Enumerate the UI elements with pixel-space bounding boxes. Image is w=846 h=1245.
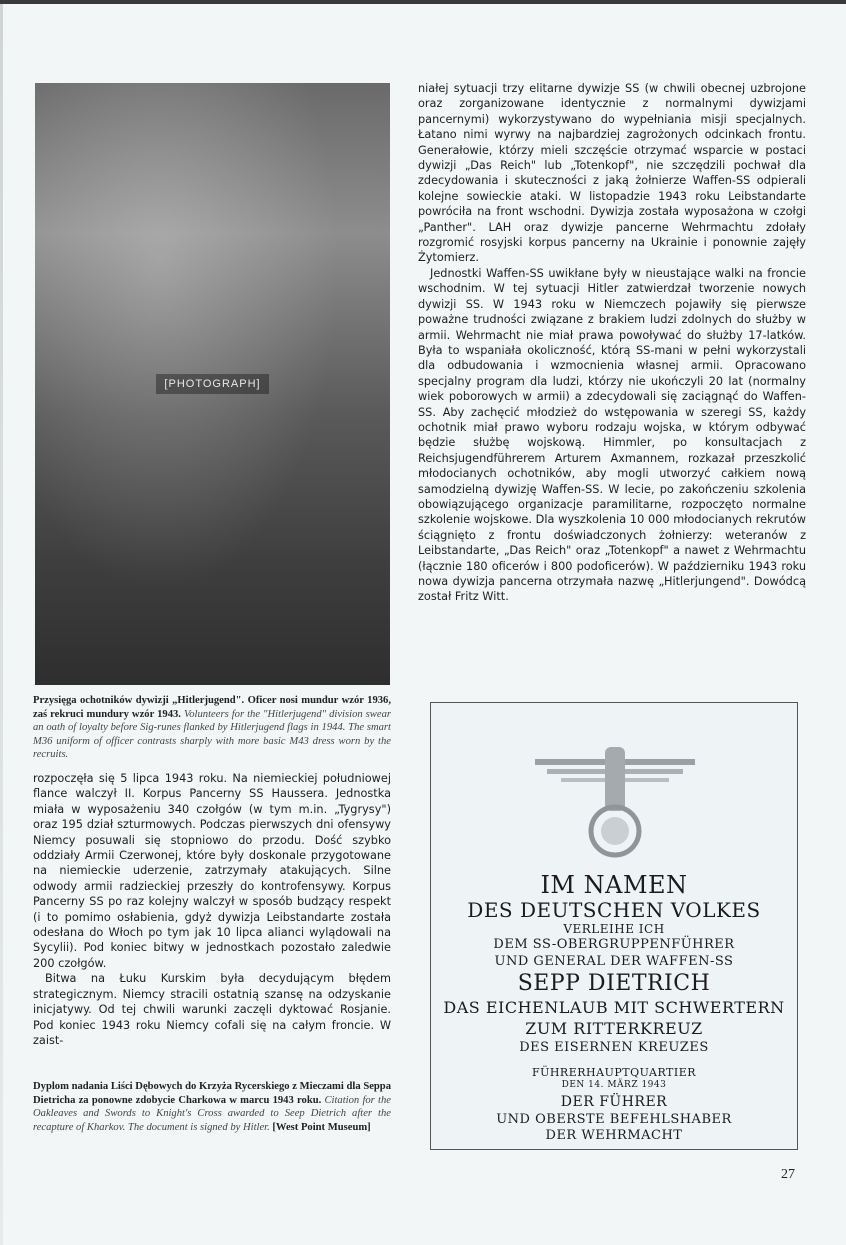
emblem-placeholder-icon bbox=[531, 739, 699, 859]
left-text-column bbox=[33, 771, 391, 1048]
diploma-line: ZUM RITTERKREUZ bbox=[525, 1019, 703, 1038]
diploma-caption bbox=[33, 1080, 391, 1134]
page-top-edge bbox=[0, 0, 846, 4]
diploma-line: FÜHRERHAUPTQUARTIER bbox=[531, 1066, 697, 1079]
diploma-line: DER WEHRMACHT bbox=[545, 1128, 683, 1143]
diploma-recipient: SEPP DIETRICH bbox=[517, 971, 711, 996]
diploma-date: DEN 14. MÄRZ 1943 bbox=[561, 1080, 667, 1090]
photo-caption-english: Volunteers for the "Hitlerjugend" division swear an oath of loyalty before Sig-runes flanked by Hitlerjugend flags in 1944. The smart M36 uniform of officer contrasts sharply with more basic M43 dress worn by the recruits. bbox=[33, 708, 391, 760]
photo-placeholder-label: [PHOTOGRAPH] bbox=[156, 374, 268, 394]
diploma-caption-english: Citation for the Oakleaves and Swords to Knight's Cross awarded to Seep Dietrich after the recapture of Kharkov. The document is signed by Hitler. bbox=[33, 1094, 391, 1133]
diploma-line: DES DEUTSCHEN VOLKES bbox=[467, 898, 761, 922]
paragraph: Jednostki Waffen-SS uwikłane były w nieustające walki na froncie wschodnim. W tej sytuacji Hitler zatwierdzał tworzenie nowych dywizji SS. W 1943 roku w Niemczech pojawiły się pierwsze poważne trudności związane z brakiem ludzi zdolnych do służby w armii. Wehrmacht nie miał prawa powoływać do służby 17-latków. Była to wspaniała okoliczność, którą SS-mani w pełni wykorzystali dla odbudowania i wzmocnienia własnej armii. Opracowano specjalny program dla ludzi, którzy nie ukończyli 20 lat (normalny wiek poborowych w armii) a zdecydowali się zaciągnąć do Waffen-SS. Aby zachęcić młodzież do wstępowania w szeregi SS, każdy ochotnik miał prawo wyboru rodzaju wojska, w którym odbywać będzie służbę wojskową. Himmler, po konsultacjach z Reichsjugendführerem Arturem Axmannem, rozkazał przeszkolić młodocianych ochotników, aby mogli utworzyć całkiem nową samodzielną dywizję Waffen-SS. W lecie, po zakończeniu szkolenia obowiązującego organizacje paramilitarne, rozpoczęto normalne szkolenie wojskowe. Dla wyszkolenia 10 000 młodocianych rekrutów ściągnięto z frontu doświadczonych żołnierzy: weteranów z Leibstandarte, „Das Reich" oraz „Totenkopf" a nawet z Wehrmachtu (łącznie 180 oficerów i 800 podoficerów). W październiku 1943 roku nowa dywizja pancerna otrzymała nazwę „Hitlerjungend". Dowódcą został Fritz Witt. bbox=[418, 266, 806, 604]
diploma-caption-polish: Dyplom nadania Liści Dębowych do Krzyża Rycerskiego z Mieczami dla Seppa Dietricha za ponowne zdobycie Charkowa w marcu 1943 roku. bbox=[33, 1081, 391, 1106]
paragraph: rozpoczęła się 5 lipca 1943 roku. Na niemieckiej południowej flance walczył II. Korpus Pancerny SS Haussera. Jednostka miała w wyposażeniu 340 czołgów (w tym m.in. „Tygrysy") oraz 195 dział szturmowych. Podczas pierwszych dni ofensywy Niemcy posuwali się stopniowo do przodu. Dość szybko oddziały Armii Czerwonej, które były doskonale przygotowane na niemieckie uderzenie, zatrzymały atakujących. Silne odwody armii radzieckiej przeszły do kontrofensywy. Korpus Pancerny SS po raz kolejny walczył w sposób budzący respekt (i to pomimo osłabienia, gdyż dywizja Leibstandarte została odesłana do Włoch po tym jak 10 lipca alianci wylądowali na Sycylii). Pod koniec bitwy w jednostkach pozostało zaledwie 200 czołgów. bbox=[33, 772, 391, 970]
page-binding-edge bbox=[0, 4, 3, 1245]
diploma-line: DEM SS-OBERGRUPPENFÜHRER bbox=[493, 937, 735, 952]
paragraph: niałej sytuacji trzy elitarne dywizje SS (w chwili obecnej uzbrojone oraz zorganizowane identycznie z normalnymi dywizjami pancernymi) wykorzystywano do wypełniania misji specjalnych. Łatano nimi wyrwy na najbardziej zagrożonych odcinkach frontu. Generałowie, którzy mieli szczęście otrzymać wsparcie w postaci dywizji „Das Reich" lub „Totenkopf", nie szczędzili pochwał dla zdecydowania i skuteczności z jaką żołnierze Waffen-SS odpierali kolejne sowieckie ataki. W listopadzie 1943 roku Leibstandarte powróciła na front wschodni. Dywizja została wyposażona w czołgi „Panther". LAH oraz dywizje pancerne Wehrmachtu zdołały rozgromić rosyjski korpus pancerny na Ukrainie i ponownie zajęły Żytomierz. bbox=[418, 82, 806, 265]
diploma-line: VERLEIHE ICH bbox=[563, 922, 665, 936]
photo-caption bbox=[33, 694, 391, 762]
historical-photo-placeholder bbox=[35, 83, 390, 685]
diploma-line: IM NAMEN bbox=[540, 871, 688, 899]
diploma-caption-source: [West Point Museum] bbox=[272, 1121, 371, 1133]
diploma-document bbox=[430, 702, 798, 1150]
diploma-line: UND OBERSTE BEFEHLSHABER bbox=[496, 1112, 732, 1127]
diploma-line: DAS EICHENLAUB MIT SCHWERTERN bbox=[443, 998, 785, 1017]
page-number: 27 bbox=[781, 1167, 795, 1182]
diploma-line: DES EISERNEN KREUZES bbox=[519, 1040, 709, 1055]
paragraph: Bitwa na Łuku Kurskim była decydującym błędem strategicznym. Niemcy stracili ostatnią szansę na odzyskanie inicjatywy. Od tej chwili warunki zaczęli dyktować Rosjanie. Pod koniec 1943 roku Niemcy cofali się na całym froncie. W zaist- bbox=[33, 972, 391, 1047]
diploma-line: DER FÜHRER bbox=[560, 1094, 668, 1110]
diploma-line: UND GENERAL DER WAFFEN-SS bbox=[494, 954, 734, 969]
right-text-column bbox=[418, 81, 806, 605]
photo-caption-polish: Przysięga ochotników dywizji „Hitlerjugend". Oficer nosi mundur wzór 1936, zaś rekruci mundury wzór 1943. bbox=[33, 695, 391, 720]
